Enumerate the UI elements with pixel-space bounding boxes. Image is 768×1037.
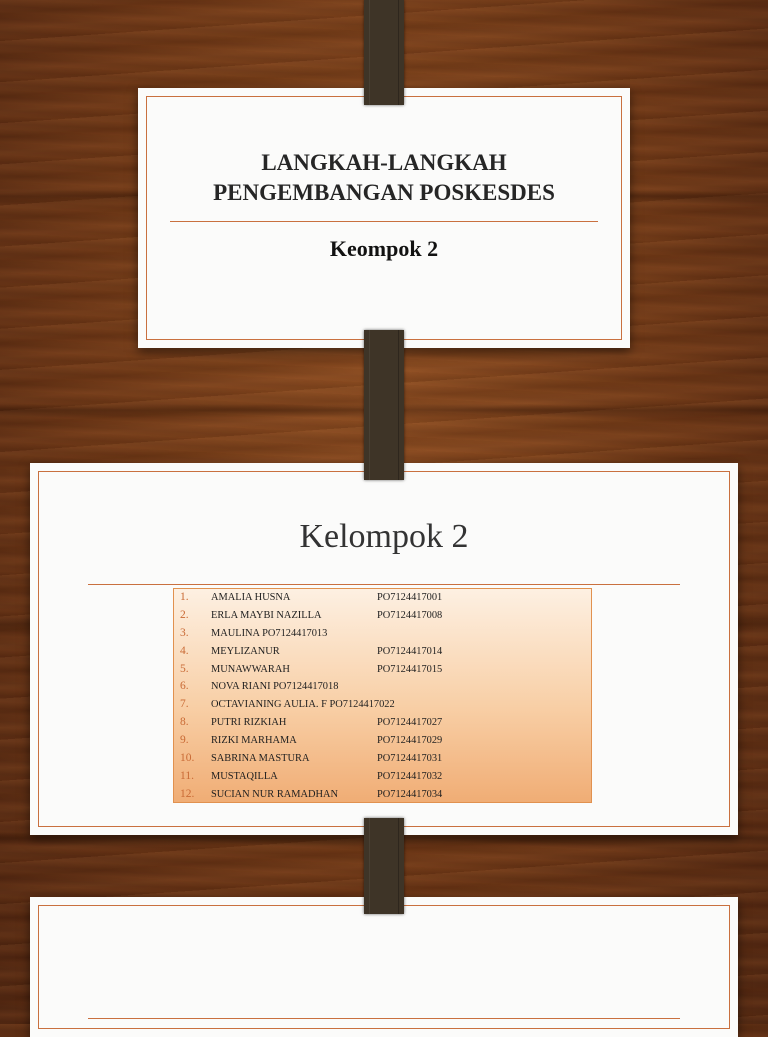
member-id: PO7124417027 [377,717,443,729]
member-id: PO7124417031 [377,753,443,765]
member-number: 9. [180,734,189,747]
member-name: MUNAWWARAH [211,663,290,675]
slide-subtitle: Keompok 2 [329,236,439,261]
member-row [174,678,591,696]
member-number: 6. [180,680,189,693]
member-row [174,714,591,732]
member-number: 8. [180,716,189,729]
slide-heading: Kelompok 2 [299,518,469,555]
heading-divider [88,1018,680,1019]
slide-frame [146,96,622,340]
member-name: SUCIAN NUR RAMADHAN [211,788,339,800]
member-name: ERLA MAYBI NAZILLA [211,609,322,621]
member-id: PO7124417032 [377,770,443,782]
member-number: 10. [180,752,195,765]
slide-title-line-2: PENGEMBANGAN POSKESDES [213,180,555,205]
member-id: PO7124417001 [377,592,443,603]
hanging-strap-top [364,0,404,105]
member-list-box [173,588,592,803]
title-divider [170,221,598,222]
member-name: RIZKI MARHAMA [211,735,297,747]
member-name: AMALIA HUSNA [211,592,291,603]
slide-card-next[interactable] [30,897,738,1037]
member-name: SABRINA MASTURA [211,753,310,765]
hanging-strap-middle [364,330,404,480]
slide-card-members[interactable] [30,463,738,835]
member-row [174,786,591,804]
slide-card-title[interactable] [138,88,630,348]
member-row [174,589,591,607]
member-name: MUSTAQILLA [211,770,278,782]
member-number: 2. [180,608,189,621]
member-name: MEYLIZANUR [211,645,280,657]
heading-divider [88,584,680,585]
slide-title-line-1: LANGKAH-LANGKAH [261,150,507,175]
member-id: PO7124417015 [377,663,443,675]
member-number: 1. [180,591,189,603]
hanging-strap-bottom [364,818,404,914]
member-id: PO7124417034 [377,788,443,800]
member-row [174,768,591,786]
slide-title [138,148,630,208]
member-id: PO7124417014 [377,645,443,657]
member-number: 12. [180,787,195,800]
member-name: MAULINA PO7124417013 [211,627,328,639]
member-number: 3. [180,626,189,639]
member-row [174,643,591,661]
member-number: 5. [180,662,189,675]
member-row [174,625,591,643]
member-id: PO7124417029 [377,735,443,747]
member-row [174,607,591,625]
member-row [174,750,591,768]
member-row [174,661,591,679]
member-number: 7. [180,698,189,711]
member-name: PUTRI RIZKIAH [211,717,287,729]
member-number: 4. [180,644,189,657]
member-id: PO7124417008 [377,609,443,621]
slide-frame [38,905,730,1029]
member-row [174,732,591,750]
member-name: OCTAVIANING AULIA. F PO7124417022 [211,699,395,711]
member-number: 11. [180,769,194,782]
member-row [174,696,591,714]
member-list [174,589,591,804]
member-name: NOVA RIANI PO7124417018 [211,681,339,693]
